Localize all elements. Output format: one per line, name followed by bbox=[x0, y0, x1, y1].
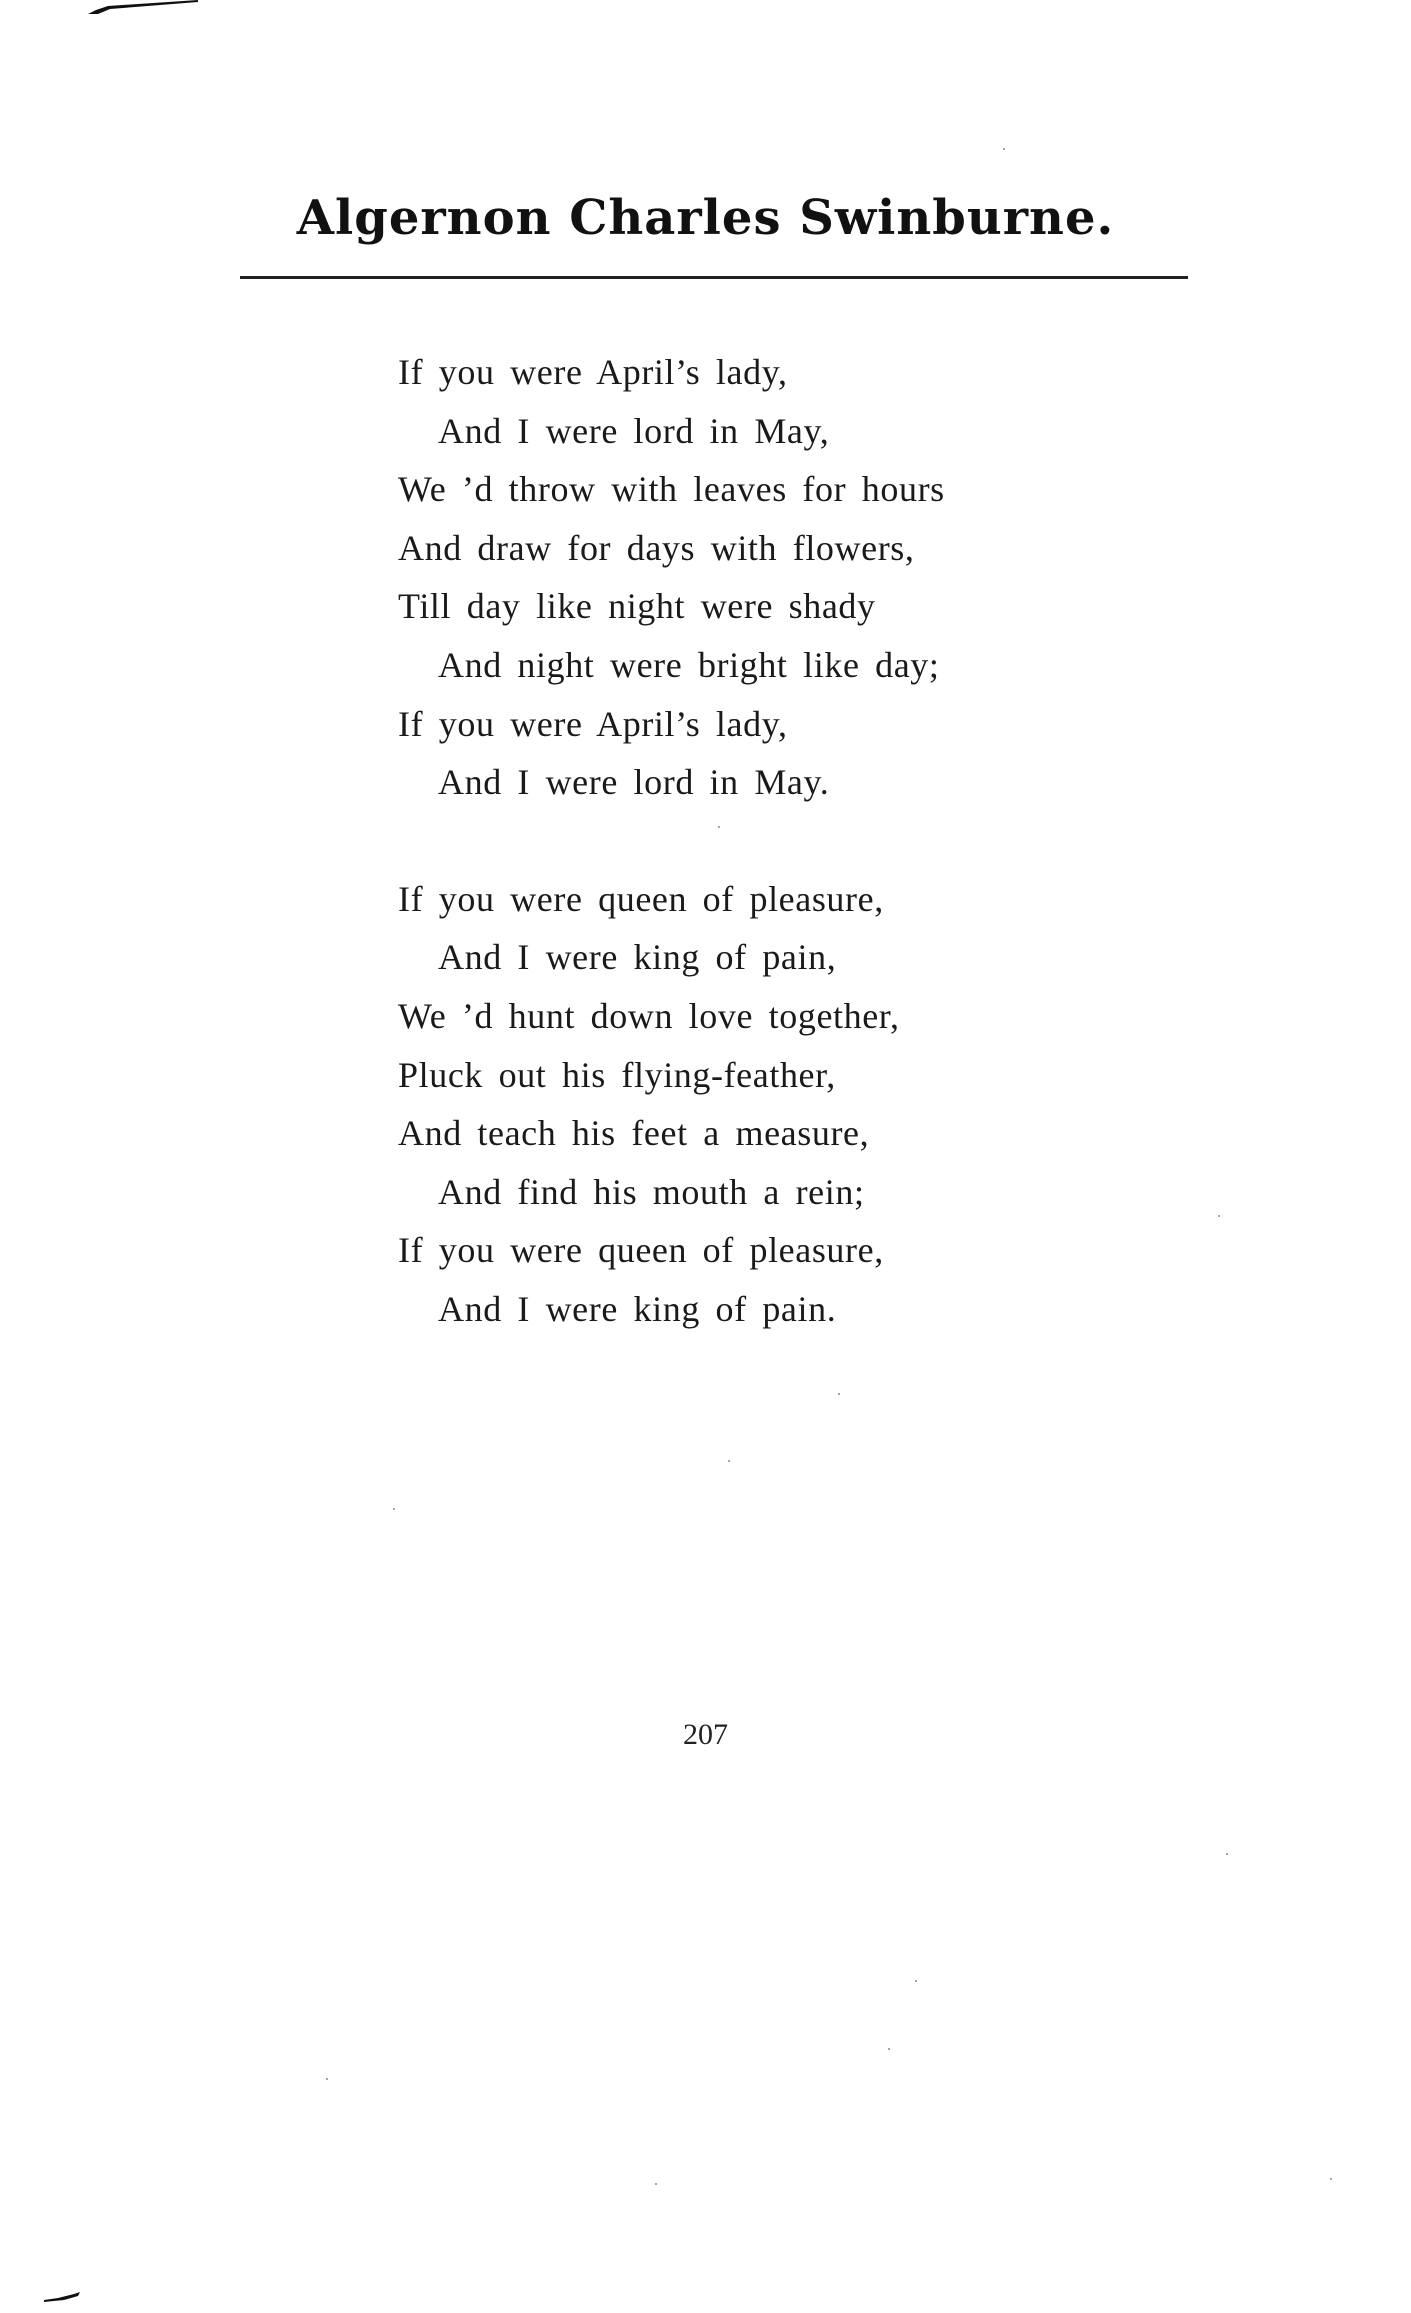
poem-line: If you were queen of pleasure, bbox=[398, 878, 884, 919]
paper-speck bbox=[655, 2183, 657, 2185]
poem-line: And draw for days with flowers, bbox=[398, 527, 915, 568]
paper-speck bbox=[1218, 1215, 1220, 1217]
paper-speck bbox=[718, 826, 720, 828]
poem-line: If you were queen of pleasure, bbox=[398, 1230, 884, 1271]
poem-line: And I were king of pain. bbox=[438, 1288, 837, 1329]
poem-line: And I were lord in May, bbox=[438, 410, 830, 451]
printer-mark-top bbox=[88, 0, 198, 16]
poem-line: And teach his feet a measure, bbox=[398, 1113, 870, 1154]
poem-line: Till day like night were shady bbox=[398, 586, 876, 627]
poem-line: Pluck out his flying-feather, bbox=[398, 1054, 836, 1095]
poem-line: We ’d hunt down love together, bbox=[398, 995, 900, 1036]
poem bbox=[398, 343, 1158, 1397]
paper-speck bbox=[1003, 148, 1005, 150]
paper-speck bbox=[393, 1508, 395, 1510]
title-rule bbox=[240, 276, 1188, 279]
paper-speck bbox=[915, 1980, 917, 1982]
page-number: 207 bbox=[683, 1718, 728, 1751]
paper-speck bbox=[888, 2048, 890, 2050]
poem-line: If you were April’s lady, bbox=[398, 352, 788, 392]
paper-speck bbox=[1226, 1853, 1228, 1855]
stanza bbox=[398, 343, 1158, 812]
paper-speck bbox=[838, 1393, 840, 1395]
paper-speck bbox=[1330, 2178, 1332, 2180]
poem-line: And find his mouth a rein; bbox=[438, 1171, 865, 1212]
paper-speck bbox=[728, 1460, 730, 1462]
poem-line: And I were lord in May. bbox=[438, 762, 830, 803]
paper-speck bbox=[326, 2078, 328, 2080]
poem-line: We ’d throw with leaves for hours bbox=[398, 469, 945, 510]
poem-line: If you were April’s lady, bbox=[398, 703, 788, 744]
poem-line: And I were king of pain, bbox=[438, 937, 837, 978]
page-title: Algernon Charles Swinburne. bbox=[296, 190, 1115, 246]
poem-line: And night were bright like day; bbox=[438, 644, 940, 685]
stanza bbox=[398, 870, 1158, 1339]
printer-mark-bottom bbox=[44, 2292, 80, 2302]
